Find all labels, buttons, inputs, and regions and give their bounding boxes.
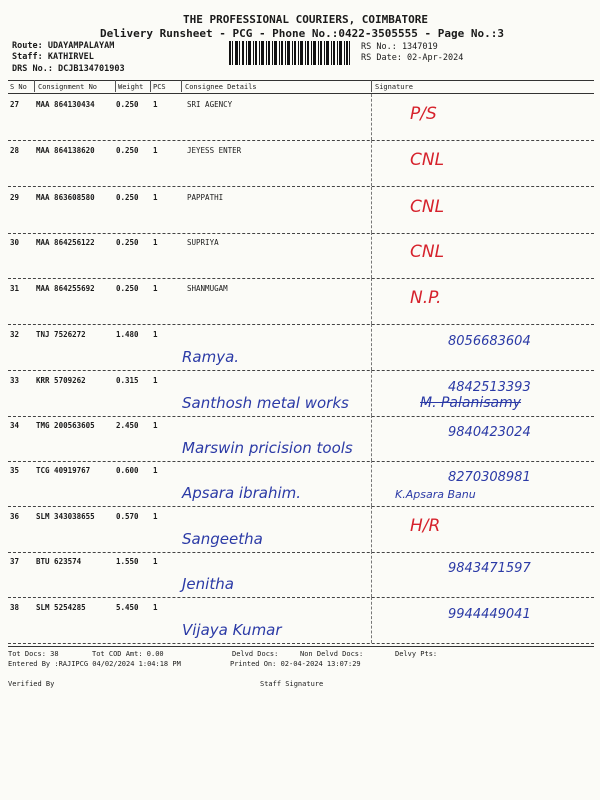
row-weight: 2.450 [116, 421, 139, 430]
row-weight: 0.315 [116, 376, 139, 385]
row-phone-number: 8270308981 [448, 470, 531, 485]
row-divider [8, 186, 594, 187]
col-header-consignee: Consignee Details [185, 83, 257, 91]
col-divider [115, 80, 116, 92]
row-weight: 0.250 [116, 193, 139, 202]
row-sno: 28 [10, 146, 20, 155]
row-consignment-no: SLM 5254285 [36, 603, 86, 612]
total-docs: Tot Docs: 38 [8, 650, 59, 658]
row-status-mark: H/R [410, 516, 441, 536]
row-phone-number: 8056683604 [448, 334, 531, 349]
row-divider [8, 643, 594, 644]
row-pcs: 1 [153, 466, 158, 475]
row-sno: 36 [10, 512, 20, 521]
rs-date: RS Date: 02-Apr-2024 [361, 53, 464, 63]
row-pcs: 1 [153, 100, 158, 109]
row-divider [8, 597, 594, 598]
row-handwritten-consignee: Vijaya Kumar [182, 621, 282, 639]
signature-col-divider [371, 140, 372, 186]
row-consignment-no: KRR 5709262 [36, 376, 86, 385]
row-weight: 5.450 [116, 603, 139, 612]
row-consignment-no: MAA 864256122 [36, 238, 95, 247]
row-weight: 0.250 [116, 284, 139, 293]
row-pcs: 1 [153, 146, 158, 155]
row-divider [8, 552, 594, 553]
row-pcs: 1 [153, 330, 158, 339]
col-header-pcs: PCS [153, 83, 166, 91]
row-pcs: 1 [153, 603, 158, 612]
row-divider [8, 278, 594, 279]
row-consignee: SRI AGENCY [187, 100, 233, 109]
signature-col-divider [371, 460, 372, 506]
row-handwritten-consignee: Santhosh metal works [182, 394, 349, 412]
row-pcs: 1 [153, 284, 158, 293]
row-consignment-no: TMG 200563605 [36, 421, 95, 430]
row-weight: 0.600 [116, 466, 139, 475]
entered-by: Entered By :RAJIPCG 04/02/2024 1:04:18 PM [8, 660, 181, 668]
row-status-mark: N.P. [410, 288, 442, 308]
row-status-mark: P/S [410, 104, 437, 124]
row-consignee: SHANMUGAM [187, 284, 228, 293]
row-phone-number: 9944449041 [448, 607, 531, 622]
row-sno: 38 [10, 603, 20, 612]
row-divider [8, 324, 594, 325]
col-divider [150, 80, 151, 92]
row-weight: 1.550 [116, 557, 139, 566]
row-consignment-no: BTU 623574 [36, 557, 82, 566]
row-consignment-no: MAA 864130434 [36, 100, 95, 109]
row-sno: 29 [10, 193, 20, 202]
row-weight: 0.570 [116, 512, 139, 521]
row-sno: 32 [10, 330, 20, 339]
verified-by-label: Verified By [8, 680, 55, 688]
drs-number: DRS No.: DCJB134701903 [12, 64, 125, 74]
row-weight: 0.250 [116, 100, 139, 109]
col-divider [371, 80, 372, 92]
row-pcs: 1 [153, 557, 158, 566]
row-weight: 1.480 [116, 330, 139, 339]
row-divider [8, 416, 594, 417]
row-divider [8, 461, 594, 462]
row-handwritten-consignee: Marswin pricision tools [182, 439, 353, 457]
total-cod: Tot COD Amt: 0.00 [92, 650, 164, 658]
row-consignee: SUPRIYA [187, 238, 219, 247]
runsheet-subtitle: Delivery Runsheet - PCG - Phone No.:0422-3505555 - Page No.:3 [100, 27, 504, 40]
row-sno: 35 [10, 466, 20, 475]
row-sno: 33 [10, 376, 20, 385]
row-phone-number: 9840423024 [448, 425, 531, 440]
rs-number: RS No.: 1347019 [361, 42, 438, 52]
row-sno: 37 [10, 557, 20, 566]
row-sno: 31 [10, 284, 20, 293]
row-status-mark: CNL [410, 150, 445, 170]
col-header-weight: Weight [118, 83, 144, 91]
signature-col-divider [371, 370, 372, 416]
row-consignment-no: TNJ 7526272 [36, 330, 86, 339]
col-header-signature: Signature [375, 83, 413, 91]
row-status-mark: CNL [410, 242, 445, 262]
barcode-icon [229, 41, 350, 65]
col-divider [34, 80, 35, 92]
row-divider [8, 370, 594, 371]
row-sno: 30 [10, 238, 20, 247]
row-handwritten-consignee: Ramya. [182, 348, 240, 366]
row-pcs: 1 [153, 193, 158, 202]
row-consignment-no: MAA 864255692 [36, 284, 95, 293]
row-divider [8, 140, 594, 141]
row-consignment-no: MAA 863608580 [36, 193, 95, 202]
row-consignment-no: SLM 343038655 [36, 512, 95, 521]
row-sno: 34 [10, 421, 20, 430]
row-pcs: 1 [153, 512, 158, 521]
staff-signature-label: Staff Signature [260, 680, 324, 688]
row-sno: 27 [10, 100, 20, 109]
row-handwritten-consignee: Apsara ibrahim. [182, 484, 302, 502]
row-divider [8, 506, 594, 507]
row-consignment-no: TCG 40919767 [36, 466, 91, 475]
row-consignee: PAPPATHI [187, 193, 224, 202]
table-header-rule [8, 93, 594, 94]
non-delivered-docs: Non Delvd Docs: [300, 650, 364, 658]
col-header-sno: S No [10, 83, 27, 91]
signature-col-divider [371, 187, 372, 233]
row-consignment-no: MAA 864138620 [36, 146, 95, 155]
printed-on: Printed On: 02-04-2024 13:07:29 [230, 660, 361, 668]
row-divider [8, 233, 594, 234]
row-weight: 0.250 [116, 238, 139, 247]
route-label: Route: UDAYAMPALAYAM [12, 41, 115, 51]
col-divider [181, 80, 182, 92]
signature-col-divider [371, 324, 372, 370]
signature-col-divider [371, 278, 372, 324]
footer-rule [8, 646, 594, 647]
signature-note-row33: M. Palanisamy [420, 395, 522, 411]
row-weight: 0.250 [116, 146, 139, 155]
row-phone-number: 9843471597 [448, 561, 531, 576]
delivered-docs: Delvd Docs: [232, 650, 279, 658]
signature-col-divider [371, 597, 372, 643]
row-pcs: 1 [153, 238, 158, 247]
signature-col-divider [371, 94, 372, 140]
signature-col-divider [371, 551, 372, 597]
signature-note-row35: K.Apsara Banu [395, 488, 476, 501]
row-consignee: JEYESS ENTER [187, 146, 242, 155]
row-handwritten-consignee: Sangeetha [182, 530, 263, 548]
signature-col-divider [371, 506, 372, 552]
row-pcs: 1 [153, 376, 158, 385]
company-title: THE PROFESSIONAL COURIERS, COIMBATORE [183, 13, 429, 26]
signature-col-divider [371, 232, 372, 278]
signature-col-divider [371, 415, 372, 461]
delivery-points: Delvy Pts: [395, 650, 438, 658]
col-header-consignment: Consignment No [38, 83, 98, 91]
row-pcs: 1 [153, 421, 158, 430]
row-status-mark: CNL [410, 197, 445, 217]
staff-label: Staff: KATHIRVEL [12, 52, 94, 62]
row-handwritten-consignee: Jenitha [182, 575, 234, 593]
table-top-rule [8, 80, 594, 81]
row-phone-number: 4842513393 [448, 380, 531, 395]
